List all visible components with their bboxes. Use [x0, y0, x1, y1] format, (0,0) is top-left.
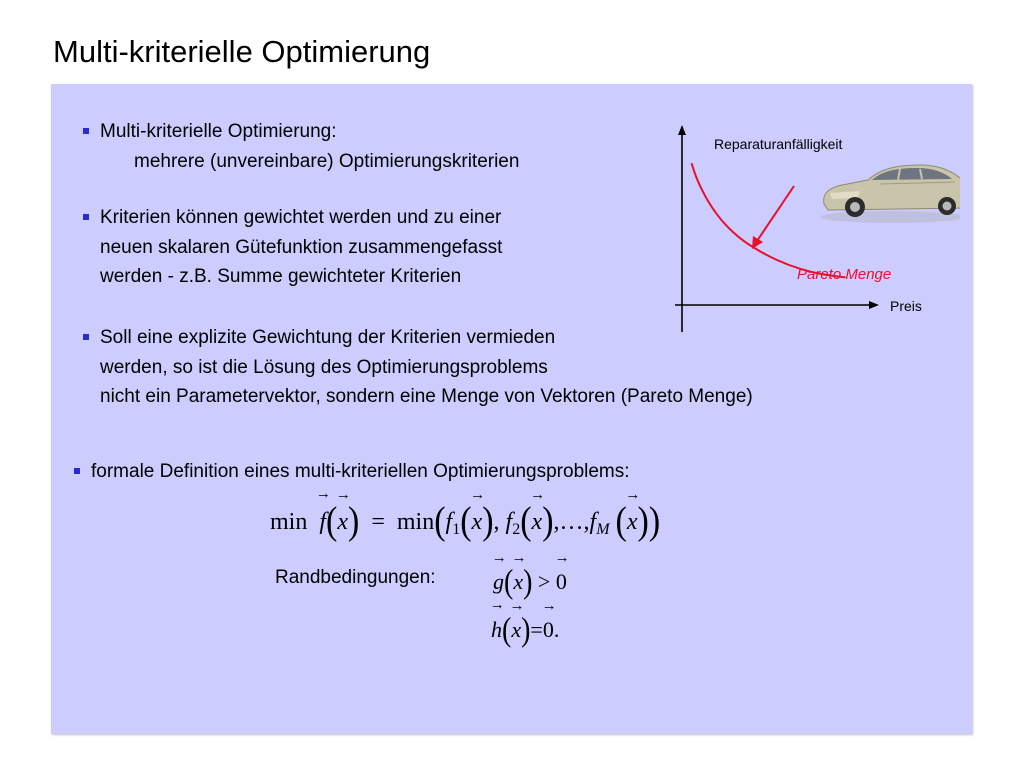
equals-sign: =: [530, 617, 543, 642]
bullet-line: Multi-kriterielle Optimierung:: [100, 121, 337, 142]
equals-sign: =: [371, 509, 385, 535]
bullet-weighted-criteria: [100, 203, 502, 292]
y-axis-arrowhead: [678, 125, 686, 135]
constraints-label: Randbedingungen:: [275, 567, 436, 588]
vector-x: → x: [513, 563, 523, 601]
x-axis-label: Preis: [890, 298, 922, 314]
bullet-line: werden, so ist die Lösung des Optimierungsproblems: [100, 356, 548, 378]
vector-h: → h: [491, 611, 502, 649]
bullet-multi-criteria: [100, 117, 519, 176]
pareto-arrow: [757, 186, 794, 241]
bullet-line: nicht ein Parametervektor, sondern eine Menge von Vektoren (Pareto Menge): [100, 386, 753, 407]
min-operator: min: [270, 509, 308, 535]
objective-formula: $\min \to f(\to x) = \min(f_1(\to x)$, $f_2(\to$ $x),\dots,f_M$ (→ x)): [270, 500, 660, 552]
greater-than: >: [537, 569, 551, 594]
vector-zero: → 0: [556, 563, 567, 601]
bullet-line: mehrere (unvereinbare) Optimierungskriterien: [134, 150, 520, 172]
vector-g: → g: [493, 563, 504, 601]
vector-x: → x: [337, 500, 348, 544]
function-f2: f: [505, 509, 513, 535]
bullet-formal-definition: [91, 457, 630, 487]
bullet-line: Kriterien können gewichtet werden und zu einer: [100, 207, 502, 228]
function-fm: f: [589, 509, 597, 535]
pareto-chart: [660, 120, 960, 340]
vector-x: → x: [472, 500, 483, 544]
ellipsis: ,…,: [553, 509, 590, 535]
vector-zero: → 0: [543, 611, 554, 649]
subscript-2: 2: [512, 521, 521, 538]
series-label: Pareto Menge: [797, 266, 892, 283]
bullet-marker: [83, 128, 89, 134]
constraint-g: → g(→ x) > → 0: [493, 563, 567, 601]
vector-x: → x: [532, 500, 543, 544]
subscript-m: M: [596, 521, 610, 538]
vector-x: → x: [627, 500, 638, 544]
car-photo: [820, 165, 960, 223]
vector-x: → x: [511, 611, 521, 649]
period: .: [553, 617, 560, 642]
y-axis-label: Reparaturanfälligkeit: [714, 136, 843, 152]
bullet-line: formale Definition eines multi-kriteriellen Optimierungsproblems:: [91, 461, 630, 482]
x-axis-arrowhead: [869, 301, 879, 309]
pareto-curve: [692, 163, 846, 277]
function-f1: f: [445, 509, 453, 535]
series-layer: [692, 163, 846, 277]
bullet-marker: [83, 214, 89, 220]
bullet-marker: [83, 334, 89, 340]
bullet-pareto-set: [100, 323, 753, 412]
bullet-line: neuen skalaren Gütefunktion zusammengefasst: [100, 236, 503, 258]
constraint-h: → h(→ x)=→ 0.: [491, 611, 559, 649]
page-title: Multi-kriterielle Optimierung: [53, 34, 431, 69]
min-operator: min: [396, 509, 435, 535]
bullet-line: werden - z.B. Summe gewichteter Kriterien: [100, 266, 462, 287]
vector-f: → f: [319, 500, 326, 544]
subscript-1: 1: [452, 521, 461, 538]
bullet-marker: [74, 468, 80, 474]
bullet-line: Soll eine explizite Gewichtung der Kriterien vermieden: [100, 327, 556, 348]
